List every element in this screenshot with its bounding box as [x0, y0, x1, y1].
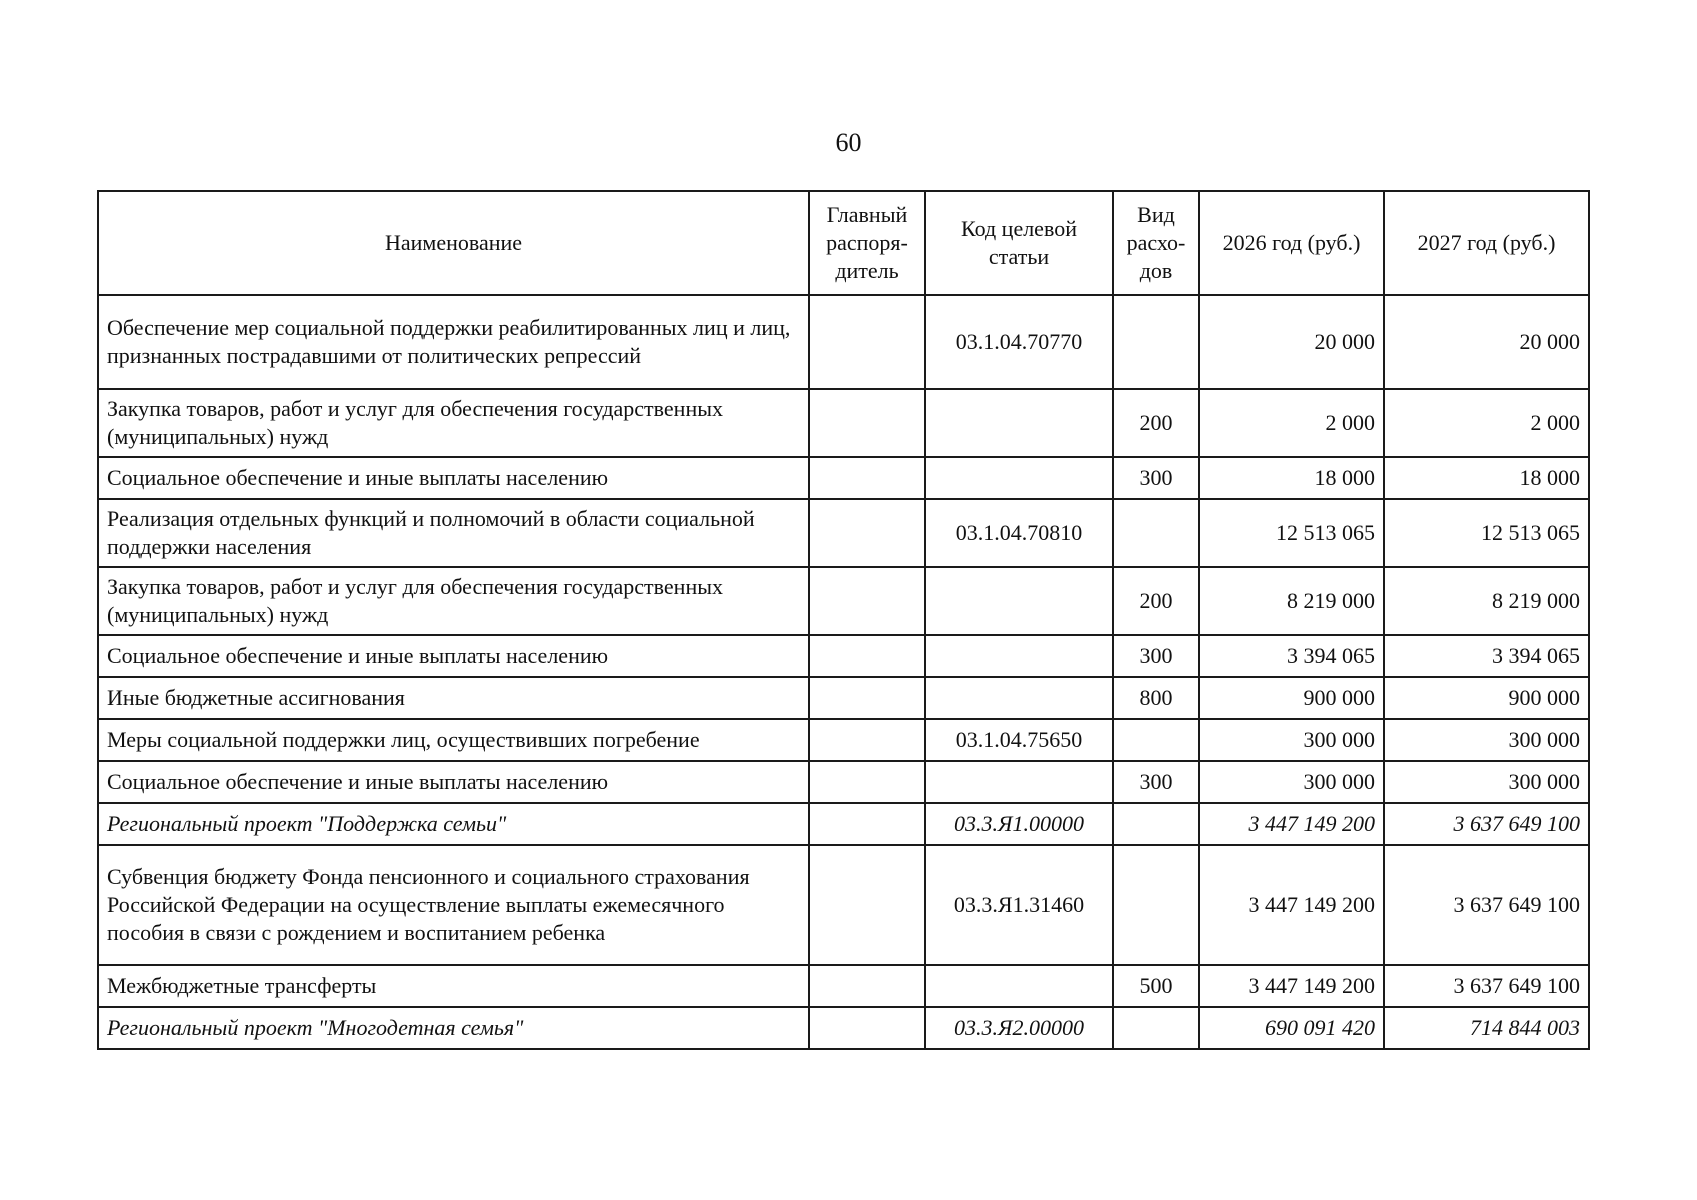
cell-expense-type: [1113, 295, 1199, 389]
cell-year-2026: 690 091 420: [1199, 1007, 1384, 1049]
header-year-2027: 2027 год (руб.): [1384, 191, 1589, 295]
cell-expense-type: 300: [1113, 761, 1199, 803]
table-row: [98, 677, 1589, 719]
cell-name: Социальное обеспечение и иные выплаты населению: [98, 457, 809, 499]
cell-target-code: 03.3.Я1.31460: [925, 845, 1113, 965]
cell-year-2026: 300 000: [1199, 761, 1384, 803]
cell-year-2026: 300 000: [1199, 719, 1384, 761]
budget-table: [97, 190, 1590, 1050]
cell-target-code: [925, 457, 1113, 499]
header-name: Наименование: [98, 191, 809, 295]
header-year-2026: 2026 год (руб.): [1199, 191, 1384, 295]
cell-name: Субвенция бюджету Фонда пенсионного и социального страхования Российской Федерации на осуществление выплаты ежемесячного пособия в связи с рождением и воспитанием ребенка: [98, 845, 809, 965]
cell-year-2027: 900 000: [1384, 677, 1589, 719]
cell-main-manager: [809, 567, 925, 635]
table-row: [98, 389, 1589, 457]
cell-main-manager: [809, 295, 925, 389]
cell-expense-type: 300: [1113, 457, 1199, 499]
cell-name: Социальное обеспечение и иные выплаты населению: [98, 635, 809, 677]
cell-main-manager: [809, 803, 925, 845]
cell-year-2026: 2 000: [1199, 389, 1384, 457]
cell-name: Иные бюджетные ассигнования: [98, 677, 809, 719]
cell-main-manager: [809, 719, 925, 761]
cell-year-2026: 18 000: [1199, 457, 1384, 499]
cell-main-manager: [809, 677, 925, 719]
header-target-code: Код целевой статьи: [925, 191, 1113, 295]
cell-name: Межбюджетные трансферты: [98, 965, 809, 1007]
cell-main-manager: [809, 635, 925, 677]
cell-target-code: [925, 677, 1113, 719]
cell-name: Социальное обеспечение и иные выплаты населению: [98, 761, 809, 803]
cell-year-2027: 2 000: [1384, 389, 1589, 457]
cell-name: Закупка товаров, работ и услуг для обеспечения государственных (муниципальных) нужд: [98, 567, 809, 635]
cell-target-code: 03.3.Я2.00000: [925, 1007, 1113, 1049]
table-header-row: [98, 191, 1589, 295]
cell-year-2027: 3 637 649 100: [1384, 845, 1589, 965]
cell-year-2027: 20 000: [1384, 295, 1589, 389]
cell-year-2026: 8 219 000: [1199, 567, 1384, 635]
cell-target-code: [925, 567, 1113, 635]
cell-name: Меры социальной поддержки лиц, осуществивших погребение: [98, 719, 809, 761]
cell-year-2027: 300 000: [1384, 719, 1589, 761]
cell-name: Региональный проект "Многодетная семья": [98, 1007, 809, 1049]
cell-year-2027: 714 844 003: [1384, 1007, 1589, 1049]
table-row: [98, 803, 1589, 845]
cell-expense-type: 500: [1113, 965, 1199, 1007]
header-expense-type: Вид расхо-дов: [1113, 191, 1199, 295]
cell-year-2027: 3 394 065: [1384, 635, 1589, 677]
cell-year-2026: 3 447 149 200: [1199, 845, 1384, 965]
cell-expense-type: 200: [1113, 389, 1199, 457]
cell-year-2026: 12 513 065: [1199, 499, 1384, 567]
cell-year-2027: 8 219 000: [1384, 567, 1589, 635]
table-row: [98, 457, 1589, 499]
cell-year-2026: 3 447 149 200: [1199, 965, 1384, 1007]
cell-name: Реализация отдельных функций и полномочий в области социальной поддержки населения: [98, 499, 809, 567]
cell-main-manager: [809, 457, 925, 499]
table-row: [98, 1007, 1589, 1049]
table-body: [98, 295, 1589, 1049]
table-row: [98, 719, 1589, 761]
cell-target-code: 03.3.Я1.00000: [925, 803, 1113, 845]
cell-main-manager: [809, 761, 925, 803]
cell-name: Обеспечение мер социальной поддержки реабилитированных лиц и лиц, признанных пострадавшими от политических репрессий: [98, 295, 809, 389]
cell-target-code: [925, 635, 1113, 677]
cell-main-manager: [809, 965, 925, 1007]
table-row: [98, 499, 1589, 567]
cell-target-code: [925, 389, 1113, 457]
cell-expense-type: [1113, 1007, 1199, 1049]
cell-main-manager: [809, 499, 925, 567]
cell-year-2026: 3 447 149 200: [1199, 803, 1384, 845]
cell-expense-type: [1113, 845, 1199, 965]
cell-expense-type: 200: [1113, 567, 1199, 635]
cell-expense-type: [1113, 499, 1199, 567]
table-row: [98, 567, 1589, 635]
cell-year-2027: 300 000: [1384, 761, 1589, 803]
cell-target-code: 03.1.04.70810: [925, 499, 1113, 567]
header-main-manager: Главный распоря-дитель: [809, 191, 925, 295]
cell-target-code: 03.1.04.75650: [925, 719, 1113, 761]
cell-name: Закупка товаров, работ и услуг для обеспечения государственных (муниципальных) нужд: [98, 389, 809, 457]
cell-main-manager: [809, 845, 925, 965]
cell-year-2027: 12 513 065: [1384, 499, 1589, 567]
cell-expense-type: [1113, 719, 1199, 761]
cell-expense-type: [1113, 803, 1199, 845]
cell-year-2026: 20 000: [1199, 295, 1384, 389]
cell-expense-type: 800: [1113, 677, 1199, 719]
table-row: [98, 845, 1589, 965]
cell-year-2026: 3 394 065: [1199, 635, 1384, 677]
page-number: 60: [835, 128, 862, 157]
table-row: [98, 965, 1589, 1007]
cell-main-manager: [809, 1007, 925, 1049]
cell-year-2027: 3 637 649 100: [1384, 965, 1589, 1007]
cell-year-2027: 18 000: [1384, 457, 1589, 499]
table-row: [98, 635, 1589, 677]
table-row: [98, 295, 1589, 389]
cell-year-2027: 3 637 649 100: [1384, 803, 1589, 845]
cell-year-2026: 900 000: [1199, 677, 1384, 719]
cell-name: Региональный проект "Поддержка семьи": [98, 803, 809, 845]
table-row: [98, 761, 1589, 803]
cell-main-manager: [809, 389, 925, 457]
cell-target-code: [925, 761, 1113, 803]
cell-expense-type: 300: [1113, 635, 1199, 677]
cell-target-code: 03.1.04.70770: [925, 295, 1113, 389]
cell-target-code: [925, 965, 1113, 1007]
